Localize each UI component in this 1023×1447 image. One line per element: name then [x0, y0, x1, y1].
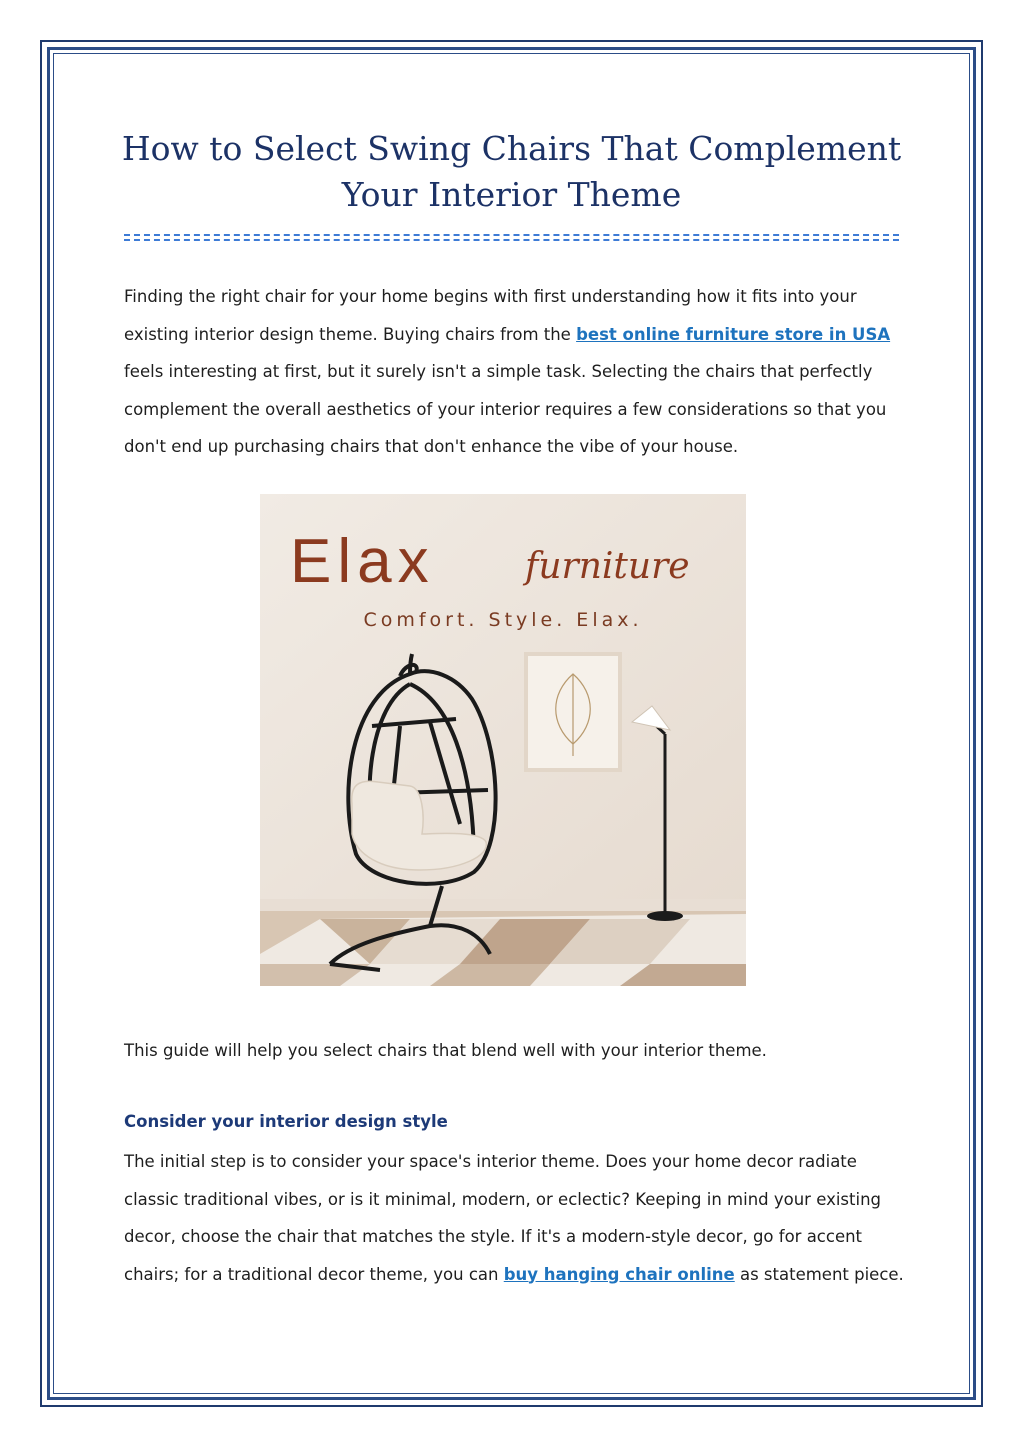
brand-logo: Elax	[290, 527, 435, 596]
product-photo	[260, 494, 746, 986]
title-separator	[124, 234, 899, 241]
intro-text-1: Finding the right chair for your home begins with first understanding how it fits into your existing interior design theme. Buying chairs from the	[124, 287, 857, 344]
brand-logo-script: furniture	[525, 546, 690, 587]
title-line-1: How to Select Swing Chairs That Complement	[121, 129, 902, 168]
design-style-paragraph	[124, 1143, 904, 1293]
intro-paragraph	[124, 278, 904, 466]
rug	[260, 914, 746, 986]
brand-tagline: Comfort. Style. Elax.	[363, 609, 643, 631]
buy-hanging-chair-link[interactable]: buy hanging chair online	[503, 1264, 735, 1284]
guide-paragraph: This guide will help you select chairs that blend well with your interior theme.	[124, 1041, 767, 1060]
intro-text-2: feels interesting at first, but it surely isn't a simple task. Selecting the chairs that perfectly complement the overall aesthetics of your interior requires a few considerations so that you don't end up purchasing chairs that don't enhance the vibe of your house.	[124, 362, 887, 456]
baseboard	[260, 899, 746, 911]
best-online-furniture-store-link[interactable]: best online furniture store in USA	[576, 324, 891, 344]
wall-art-frame	[526, 654, 620, 770]
section-heading-design-style: Consider your interior design style	[124, 1112, 448, 1131]
title-line-2: Your Interior Theme	[341, 175, 682, 214]
design-style-text-2: as statement piece.	[734, 1264, 904, 1284]
page-title	[60, 126, 963, 218]
design-style-text-1: The initial step is to consider your space's interior theme. Does your home decor radiate classic traditional vibes, or is it minimal, modern, or eclectic? Keeping in mind your existing decor, choose the chair that matches the style. If it's a modern-style decor, go for accent chairs; for a traditional decor theme, you can	[124, 1152, 882, 1284]
